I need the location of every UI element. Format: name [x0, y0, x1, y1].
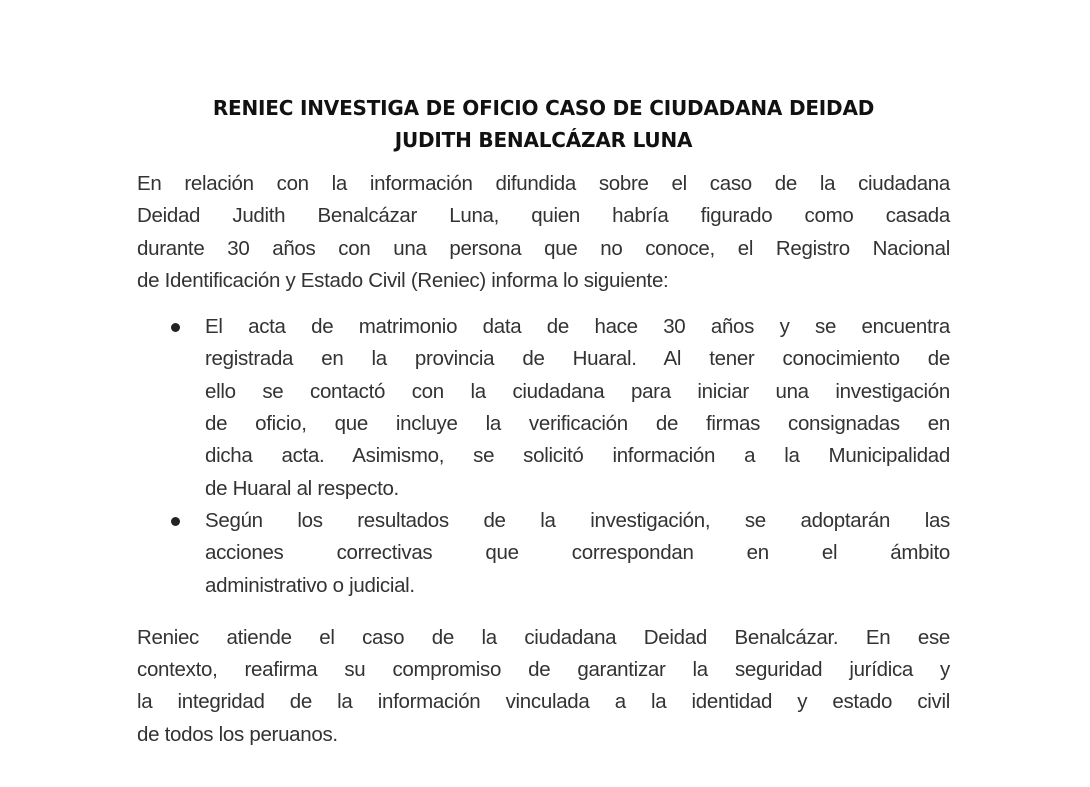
bullet-text	[205, 505, 950, 602]
bullet-item-2	[205, 505, 950, 602]
bullet-dot-icon	[171, 323, 180, 332]
document-title	[137, 92, 950, 156]
intro-line: En relación con la información difundida sobre el caso de la ciudadana	[137, 172, 950, 195]
bullet-line: ello se contactó con la ciudadana para iniciar una investigación	[205, 379, 950, 403]
intro-line: de Identificación y Estado Civil (Reniec) informa lo siguiente:	[137, 268, 669, 292]
closing-line: de todos los peruanos.	[137, 722, 338, 746]
bullet-item-1	[205, 311, 950, 505]
closing-line: la integridad de la información vinculada a la identidad y estado civil	[137, 690, 950, 714]
closing-paragraph	[137, 622, 950, 751]
title-line-1: RENIEC INVESTIGA DE OFICIO CASO DE CIUDADANA DEIDAD	[212, 96, 875, 120]
closing-line: contexto, reafirma su compromiso de garantizar la seguridad jurídica y	[137, 658, 950, 682]
bullet-line: El acta de matrimonio data de hace 30 años y se encuentra	[205, 315, 950, 339]
intro-line: durante 30 años con una persona que no conoce, el Registro Nacional	[137, 236, 950, 260]
intro-paragraph	[137, 168, 950, 297]
press-release	[137, 92, 950, 751]
bullet-line: registrada en la provincia de Huaral. Al tener conocimiento de	[205, 347, 950, 371]
bullet-text	[205, 311, 950, 505]
title-line-2: JUDITH BENALCÁZAR LUNA	[394, 128, 693, 152]
intro-line: Deidad Judith Benalcázar Luna, quien habría figurado como casada	[137, 204, 950, 228]
bullet-line: de oficio, que incluye la verificación de firmas consignadas en	[205, 412, 950, 436]
closing-line: Reniec atiende el caso de la ciudadana Deidad Benalcázar. En ese	[137, 625, 950, 649]
bullet-line: acciones correctivas que correspondan en el ámbito	[205, 541, 950, 565]
bullet-line: administrativo o judicial.	[205, 573, 415, 597]
bullet-dot-icon	[171, 517, 180, 526]
bullet-line: Según los resultados de la investigación, se adoptarán las	[205, 508, 950, 532]
bullet-line: dicha acta. Asimismo, se solicitó información a la Municipalidad	[205, 444, 950, 468]
bullet-list	[137, 311, 950, 602]
bullet-line: de Huaral al respecto.	[205, 476, 399, 500]
